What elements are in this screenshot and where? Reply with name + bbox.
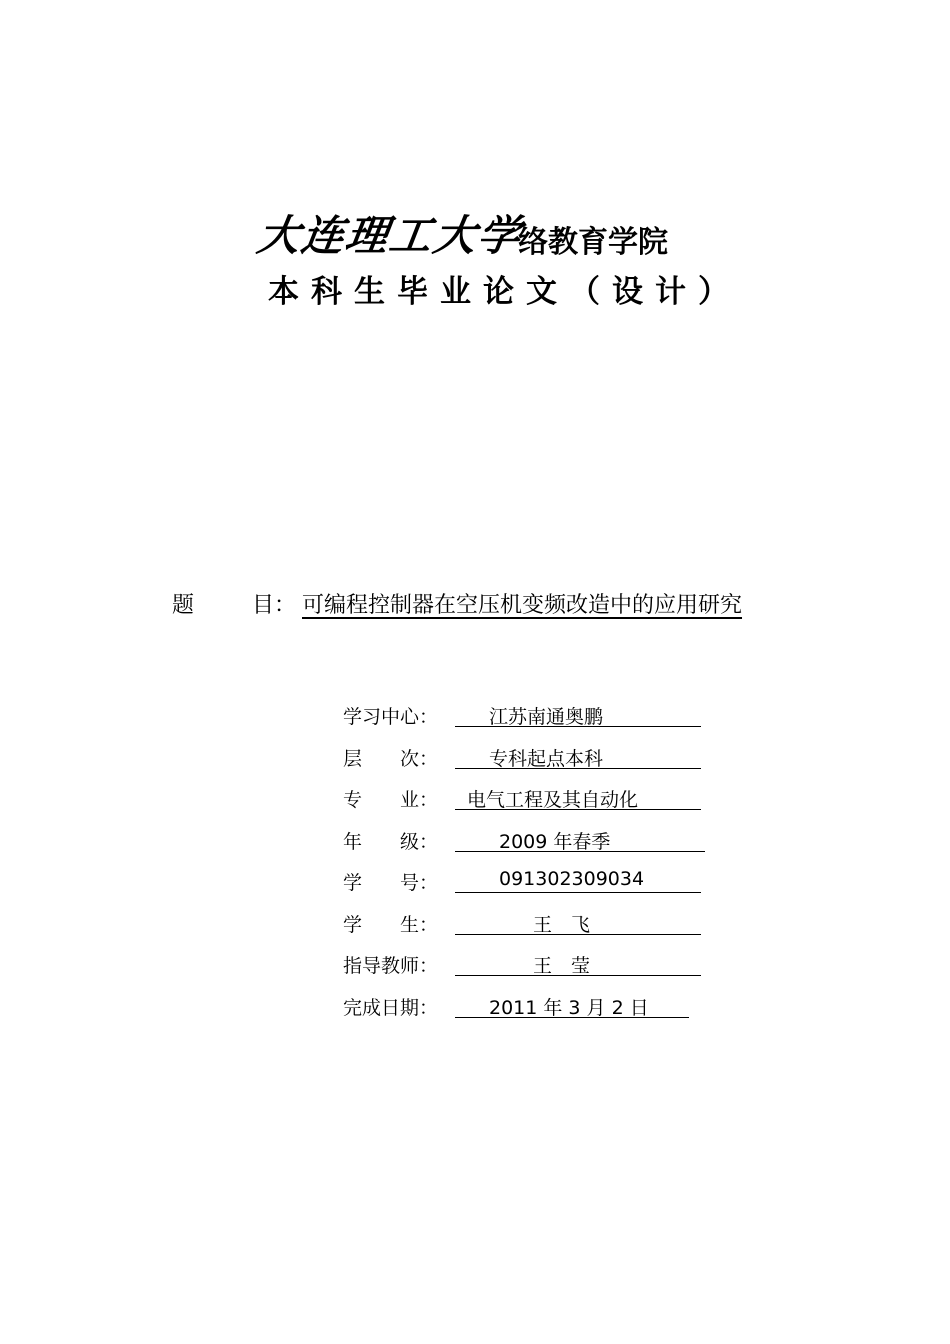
field-grade	[343, 825, 723, 867]
cover-info-fields	[343, 700, 723, 1032]
field-underline	[455, 742, 701, 769]
field-label: 学 生：	[343, 913, 439, 936]
field-value: 电气工程及其自动化	[467, 789, 639, 811]
field-value: 2009 年春季	[499, 830, 611, 853]
field-label: 层 次：	[343, 747, 439, 770]
field-student-name	[343, 908, 723, 950]
field-completion-date	[343, 991, 723, 1033]
field-label: 学 号：	[343, 872, 439, 894]
field-advisor	[343, 949, 723, 991]
field-label: 专 业：	[343, 789, 439, 811]
university-header	[254, 203, 669, 263]
field-underline	[455, 825, 705, 852]
university-logo-calligraphy: 大连理工大学	[254, 211, 526, 260]
field-underline	[455, 700, 701, 727]
field-value: 王 飞	[533, 913, 591, 936]
field-student-id	[343, 866, 723, 908]
college-name-suffix: 络教育学院	[518, 225, 669, 260]
field-label: 学习中心：	[343, 706, 439, 728]
thesis-title-row	[172, 588, 742, 619]
field-underline	[455, 783, 701, 810]
field-underline	[455, 908, 701, 935]
field-learning-center	[343, 700, 723, 742]
document-type-title: 本科生毕业论文（设计）	[268, 274, 741, 310]
field-underline	[455, 991, 689, 1018]
thesis-title-value: 可编程控制器在空压机变频改造中的应用研究	[302, 593, 743, 618]
field-label: 年 级：	[343, 830, 439, 853]
field-label: 指导教师：	[343, 955, 439, 977]
field-major	[343, 783, 723, 825]
thesis-title-label: 题 目：	[172, 593, 297, 618]
field-value: 091302309034	[499, 868, 645, 890]
field-label: 完成日期：	[343, 996, 439, 1019]
field-value: 江苏南通奥鹏	[489, 706, 604, 728]
field-level	[343, 742, 723, 784]
field-underline	[455, 949, 701, 976]
field-value: 专科起点本科	[489, 747, 604, 770]
field-underline	[455, 866, 701, 893]
field-value: 王 莹	[533, 955, 591, 977]
field-value: 2011 年 3 月 2 日	[489, 996, 649, 1019]
